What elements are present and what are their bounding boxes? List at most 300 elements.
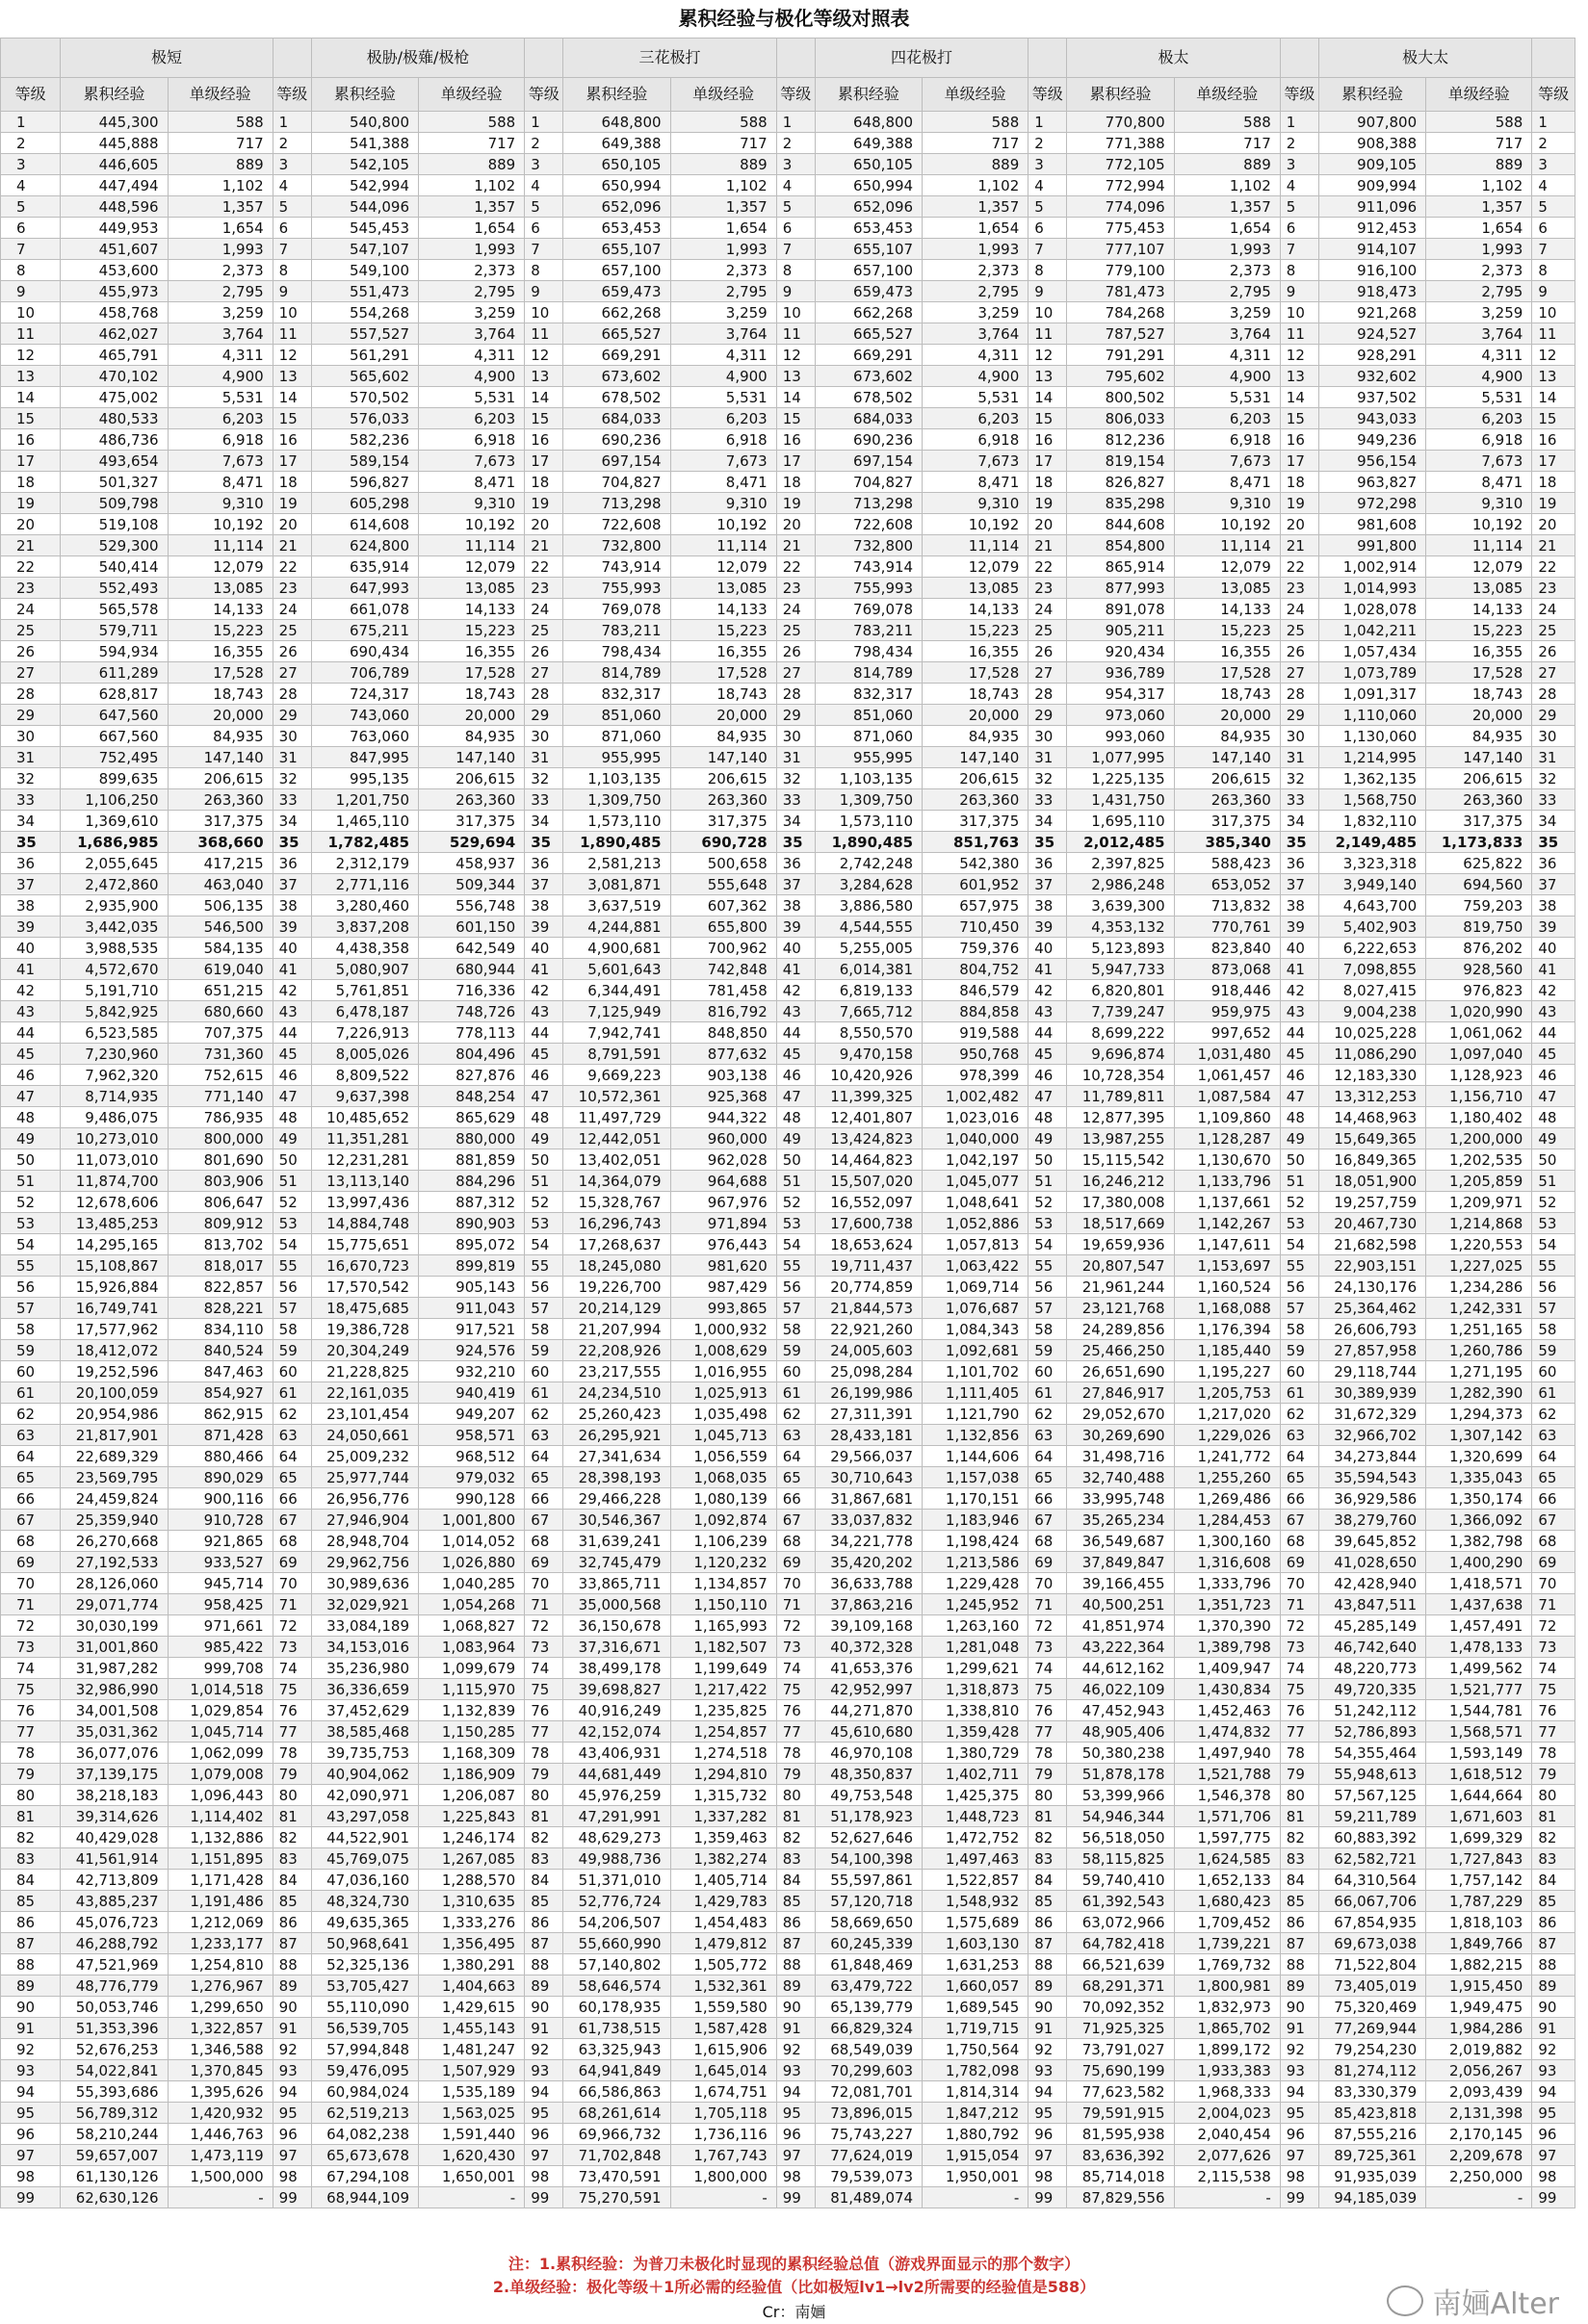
level-cell: 93 <box>1532 2060 1575 2081</box>
single-exp-cell: 1,040,000 <box>923 1128 1028 1149</box>
level-cell: 97 <box>1 2145 61 2166</box>
level-cell: 90 <box>1028 1997 1067 2018</box>
cumulative-exp-cell: 67,294,108 <box>311 2166 418 2187</box>
single-exp-cell: 10,192 <box>419 514 525 535</box>
cumulative-exp-cell: 22,161,035 <box>311 1382 418 1404</box>
cumulative-exp-cell: 22,689,329 <box>61 1446 168 1467</box>
table-row <box>1 1446 1575 1467</box>
single-exp-cell: 717 <box>1174 133 1280 154</box>
level-cell: 48 <box>1532 1107 1575 1128</box>
single-exp-cell: 4,311 <box>1174 345 1280 366</box>
cumulative-exp-cell: 565,602 <box>311 366 418 387</box>
level-cell: 97 <box>1532 2145 1575 2166</box>
level-cell: 23 <box>273 578 311 599</box>
level-cell: 23 <box>1280 578 1318 599</box>
cumulative-exp-cell: 706,789 <box>311 662 418 684</box>
cumulative-exp-cell: 1,890,485 <box>563 832 670 853</box>
single-exp-cell: 1,096,443 <box>168 1785 273 1806</box>
single-exp-cell: 17,528 <box>168 662 273 684</box>
cumulative-exp-cell: 75,270,591 <box>563 2187 670 2208</box>
cumulative-exp-cell: 21,207,994 <box>563 1319 670 1340</box>
level-cell: 44 <box>1 1022 61 1044</box>
cumulative-exp-cell: 11,086,290 <box>1318 1044 1425 1065</box>
level-cell: 82 <box>1 1827 61 1848</box>
level-cell: 81 <box>525 1806 563 1827</box>
cumulative-exp-cell: 12,442,051 <box>563 1128 670 1149</box>
level-cell: 57 <box>525 1298 563 1319</box>
single-exp-cell: 1,235,825 <box>670 1700 776 1721</box>
single-exp-cell: 1,800,981 <box>1174 1975 1280 1997</box>
cumulative-exp-cell: 43,847,511 <box>1318 1594 1425 1615</box>
cumulative-exp-cell: 774,096 <box>1067 196 1174 218</box>
single-exp-cell: 9,310 <box>168 493 273 514</box>
level-cell: 6 <box>1280 218 1318 239</box>
level-cell: 92 <box>1028 2039 1067 2060</box>
header-cumulative: 累积经验 <box>1318 78 1425 112</box>
single-exp-cell: 1,263,160 <box>923 1615 1028 1637</box>
level-cell: 74 <box>1280 1658 1318 1679</box>
cumulative-exp-cell: 55,110,090 <box>311 1997 418 2018</box>
single-exp-cell: 1,185,440 <box>1174 1340 1280 1361</box>
cumulative-exp-cell: 13,424,823 <box>815 1128 922 1149</box>
cumulative-exp-cell: 40,372,328 <box>815 1637 922 1658</box>
level-cell: 38 <box>1532 895 1575 917</box>
level-cell: 49 <box>1028 1128 1067 1149</box>
level-cell: 18 <box>1 472 61 493</box>
single-exp-cell: 1,234,286 <box>1426 1277 1532 1298</box>
level-cell: 46 <box>1028 1065 1067 1086</box>
level-cell: 50 <box>1532 1149 1575 1171</box>
level-cell: 37 <box>273 874 311 895</box>
cumulative-exp-cell: 775,453 <box>1067 218 1174 239</box>
cumulative-exp-cell: 655,107 <box>815 239 922 260</box>
single-exp-cell: 13,085 <box>1426 578 1532 599</box>
single-exp-cell: 1,200,000 <box>1426 1128 1532 1149</box>
level-cell: 41 <box>1280 959 1318 980</box>
single-exp-cell: 876,202 <box>1426 938 1532 959</box>
level-cell: 45 <box>1 1044 61 1065</box>
single-exp-cell: 1,063,422 <box>923 1255 1028 1277</box>
single-exp-cell: 5,531 <box>168 387 273 408</box>
cumulative-exp-cell: 661,078 <box>311 599 418 620</box>
cumulative-exp-cell: 541,388 <box>311 133 418 154</box>
cumulative-exp-cell: 28,126,060 <box>61 1573 168 1594</box>
single-exp-cell: 993,865 <box>670 1298 776 1319</box>
cumulative-exp-cell: 54,355,464 <box>1318 1743 1425 1764</box>
cumulative-exp-cell: 49,635,365 <box>311 1912 418 1933</box>
level-cell: 32 <box>1532 768 1575 789</box>
level-cell: 39 <box>1280 917 1318 938</box>
level-cell: 38 <box>273 895 311 917</box>
single-exp-cell: 3,764 <box>419 323 525 345</box>
cumulative-exp-cell: 5,191,710 <box>61 980 168 1001</box>
cumulative-exp-cell: 69,673,038 <box>1318 1933 1425 1954</box>
cumulative-exp-cell: 704,827 <box>563 472 670 493</box>
cumulative-exp-cell: 23,101,454 <box>311 1404 418 1425</box>
level-cell: 78 <box>1280 1743 1318 1764</box>
cumulative-exp-cell: 561,291 <box>311 345 418 366</box>
table-row <box>1 938 1575 959</box>
level-cell: 19 <box>525 493 563 514</box>
cumulative-exp-cell: 690,236 <box>563 429 670 451</box>
level-cell: 82 <box>1280 1827 1318 1848</box>
single-exp-cell: 2,250,000 <box>1426 2166 1532 2187</box>
level-cell: 41 <box>1532 959 1575 980</box>
level-cell: 98 <box>525 2166 563 2187</box>
cumulative-exp-cell: 58,210,244 <box>61 2124 168 2145</box>
level-cell: 71 <box>1532 1594 1575 1615</box>
single-exp-cell: 1,500,000 <box>168 2166 273 2187</box>
level-cell: 51 <box>1532 1171 1575 1192</box>
level-cell: 64 <box>1 1446 61 1467</box>
cumulative-exp-cell: 26,956,776 <box>311 1488 418 1510</box>
level-cell: 2 <box>1 133 61 154</box>
single-exp-cell: 1,949,475 <box>1426 1997 1532 2018</box>
level-cell: 59 <box>1532 1340 1575 1361</box>
cumulative-exp-cell: 690,434 <box>311 641 418 662</box>
level-cell: 2 <box>273 133 311 154</box>
cumulative-exp-cell: 7,942,741 <box>563 1022 670 1044</box>
cumulative-exp-cell: 52,776,724 <box>563 1891 670 1912</box>
cumulative-exp-cell: 722,608 <box>815 514 922 535</box>
cumulative-exp-cell: 48,905,406 <box>1067 1721 1174 1743</box>
level-cell: 32 <box>1028 768 1067 789</box>
level-cell: 21 <box>1532 535 1575 556</box>
single-exp-cell: 823,840 <box>1174 938 1280 959</box>
level-cell: 72 <box>1028 1615 1067 1637</box>
level-cell: 43 <box>273 1001 311 1022</box>
single-exp-cell: 1,507,929 <box>419 2060 525 2081</box>
level-cell: 68 <box>1028 1531 1067 1552</box>
level-cell: 31 <box>776 747 815 768</box>
single-exp-cell: 147,140 <box>168 747 273 768</box>
level-cell: 40 <box>273 938 311 959</box>
cumulative-exp-cell: 11,399,325 <box>815 1086 922 1107</box>
cumulative-exp-cell: 624,800 <box>311 535 418 556</box>
level-cell: 88 <box>1 1954 61 1975</box>
cumulative-exp-cell: 44,612,162 <box>1067 1658 1174 1679</box>
level-cell: 1 <box>1280 112 1318 133</box>
level-cell: 9 <box>273 281 311 302</box>
single-exp-cell: 716,336 <box>419 980 525 1001</box>
single-exp-cell: 884,296 <box>419 1171 525 1192</box>
single-exp-cell: 3,764 <box>1426 323 1532 345</box>
table-row <box>1 1552 1575 1573</box>
level-cell: 62 <box>1 1404 61 1425</box>
cumulative-exp-cell: 15,649,365 <box>1318 1128 1425 1149</box>
table-row <box>1 2081 1575 2103</box>
cumulative-exp-cell: 795,602 <box>1067 366 1174 387</box>
single-exp-cell: 759,376 <box>923 938 1028 959</box>
cumulative-exp-cell: 34,273,844 <box>1318 1446 1425 1467</box>
level-cell: 19 <box>1 493 61 514</box>
single-exp-cell: 1,437,638 <box>1426 1594 1532 1615</box>
single-exp-cell: 18,743 <box>923 684 1028 705</box>
single-exp-cell: 1,087,584 <box>1174 1086 1280 1107</box>
single-exp-cell: 890,029 <box>168 1467 273 1488</box>
header-single: 单级经验 <box>168 78 273 112</box>
level-cell: 97 <box>273 2145 311 2166</box>
single-exp-cell: 940,419 <box>419 1382 525 1404</box>
cumulative-exp-cell: 33,037,832 <box>815 1510 922 1531</box>
level-cell: 34 <box>1028 811 1067 832</box>
level-cell: 52 <box>1 1192 61 1213</box>
single-exp-cell: 1,351,723 <box>1174 1594 1280 1615</box>
single-exp-cell: 1,183,946 <box>923 1510 1028 1531</box>
level-cell: 34 <box>776 811 815 832</box>
cumulative-exp-cell: 56,539,705 <box>311 2018 418 2039</box>
table-row <box>1 1637 1575 1658</box>
single-exp-cell: 1,400,290 <box>1426 1552 1532 1573</box>
cumulative-exp-cell: 15,108,867 <box>61 1255 168 1277</box>
level-cell: 83 <box>1 1848 61 1870</box>
cumulative-exp-cell: 501,327 <box>61 472 168 493</box>
single-exp-cell: - <box>670 2187 776 2208</box>
table-row <box>1 1573 1575 1594</box>
single-exp-cell: 1,168,309 <box>419 1743 525 1764</box>
cumulative-exp-cell: 2,055,645 <box>61 853 168 874</box>
cumulative-exp-cell: 24,050,661 <box>311 1425 418 1446</box>
cumulative-exp-cell: 697,154 <box>815 451 922 472</box>
level-cell: 31 <box>1028 747 1067 768</box>
cumulative-exp-cell: 24,234,510 <box>563 1382 670 1404</box>
level-cell: 74 <box>1 1658 61 1679</box>
single-exp-cell: 1,993 <box>1174 239 1280 260</box>
cumulative-exp-cell: 43,406,931 <box>563 1743 670 1764</box>
cumulative-exp-cell: 68,944,109 <box>311 2187 418 2208</box>
level-cell: 82 <box>525 1827 563 1848</box>
level-cell: 23 <box>525 578 563 599</box>
level-cell: 15 <box>776 408 815 429</box>
level-cell: 77 <box>525 1721 563 1743</box>
cumulative-exp-cell: 2,771,116 <box>311 874 418 895</box>
single-exp-cell: 1,474,832 <box>1174 1721 1280 1743</box>
level-cell: 11 <box>525 323 563 345</box>
cumulative-exp-cell: 540,800 <box>311 112 418 133</box>
level-cell: 50 <box>776 1149 815 1171</box>
level-cell: 1 <box>1 112 61 133</box>
level-cell: 55 <box>1 1255 61 1277</box>
cumulative-exp-cell: 64,782,418 <box>1067 1933 1174 1954</box>
single-exp-cell: 1,544,781 <box>1426 1700 1532 1721</box>
single-exp-cell: 1,505,772 <box>670 1954 776 1975</box>
single-exp-cell: 1,338,810 <box>923 1700 1028 1721</box>
level-cell: 94 <box>1532 2081 1575 2103</box>
level-cell: 84 <box>1532 1870 1575 1891</box>
cumulative-exp-cell: 1,073,789 <box>1318 662 1425 684</box>
cumulative-exp-cell: 3,886,580 <box>815 895 922 917</box>
group-header: 极胁/极薙/极枪 <box>311 39 524 78</box>
cumulative-exp-cell: 806,033 <box>1067 408 1174 429</box>
level-cell: 77 <box>273 1721 311 1743</box>
level-cell: 4 <box>525 175 563 196</box>
cumulative-exp-cell: 87,829,556 <box>1067 2187 1174 2208</box>
single-exp-cell: 7,673 <box>670 451 776 472</box>
level-cell: 7 <box>1028 239 1067 260</box>
level-cell: 58 <box>776 1319 815 1340</box>
level-cell: 25 <box>1 620 61 641</box>
level-cell: 34 <box>273 811 311 832</box>
level-cell: 89 <box>525 1975 563 1997</box>
single-exp-cell: 1,134,857 <box>670 1573 776 1594</box>
level-cell: 98 <box>1 2166 61 2187</box>
table-row <box>1 133 1575 154</box>
cumulative-exp-cell: 1,782,485 <box>311 832 418 853</box>
table-row <box>1 2103 1575 2124</box>
level-cell: 20 <box>1028 514 1067 535</box>
level-cell: 3 <box>273 154 311 175</box>
single-exp-cell: 707,375 <box>168 1022 273 1044</box>
cumulative-exp-cell: 462,027 <box>61 323 168 345</box>
single-exp-cell: 2,795 <box>419 281 525 302</box>
single-exp-cell: 4,900 <box>168 366 273 387</box>
level-cell: 91 <box>1532 2018 1575 2039</box>
level-cell: 76 <box>1028 1700 1067 1721</box>
level-cell: 22 <box>273 556 311 578</box>
table-row <box>1 493 1575 514</box>
single-exp-cell: 949,207 <box>419 1404 525 1425</box>
header-single: 单级经验 <box>1426 78 1532 112</box>
level-cell: 92 <box>776 2039 815 2060</box>
cumulative-exp-cell: 66,521,639 <box>1067 1954 1174 1975</box>
single-exp-cell: 1,198,424 <box>923 1531 1028 1552</box>
single-exp-cell: 6,203 <box>1426 408 1532 429</box>
table-row <box>1 874 1575 895</box>
cumulative-exp-cell: 44,681,449 <box>563 1764 670 1785</box>
cumulative-exp-cell: 23,569,795 <box>61 1467 168 1488</box>
single-exp-cell: 976,823 <box>1426 980 1532 1001</box>
single-exp-cell: 1,521,788 <box>1174 1764 1280 1785</box>
table-row <box>1 620 1575 641</box>
level-cell: 33 <box>1 789 61 811</box>
cumulative-exp-cell: 669,291 <box>563 345 670 366</box>
single-exp-cell: 1,150,110 <box>670 1594 776 1615</box>
level-cell: 82 <box>776 1827 815 1848</box>
table-row <box>1 1615 1575 1637</box>
single-exp-cell: 731,360 <box>168 1044 273 1065</box>
level-cell: 2 <box>1532 133 1575 154</box>
level-cell: 83 <box>525 1848 563 1870</box>
single-exp-cell: 500,658 <box>670 853 776 874</box>
single-exp-cell: 1,300,160 <box>1174 1531 1280 1552</box>
cumulative-exp-cell: 29,071,774 <box>61 1594 168 1615</box>
single-exp-cell: 1,068,035 <box>670 1467 776 1488</box>
level-cell: 55 <box>273 1255 311 1277</box>
level-cell: 73 <box>776 1637 815 1658</box>
single-exp-cell: 651,215 <box>168 980 273 1001</box>
level-cell: 80 <box>525 1785 563 1806</box>
cumulative-exp-cell: 1,225,135 <box>1067 768 1174 789</box>
level-cell: 49 <box>1 1128 61 1149</box>
cumulative-exp-cell: 1,369,610 <box>61 811 168 832</box>
cumulative-exp-cell: 14,884,748 <box>311 1213 418 1234</box>
cumulative-exp-cell: 470,102 <box>61 366 168 387</box>
single-exp-cell: 6,203 <box>923 408 1028 429</box>
table-row <box>1 1912 1575 1933</box>
cumulative-exp-cell: 973,060 <box>1067 705 1174 726</box>
single-exp-cell: 1,102 <box>923 175 1028 196</box>
level-cell: 60 <box>1280 1361 1318 1382</box>
level-cell: 32 <box>525 768 563 789</box>
cumulative-exp-cell: 455,973 <box>61 281 168 302</box>
single-exp-cell: 1,832,973 <box>1174 1997 1280 2018</box>
single-exp-cell: 1,418,571 <box>1426 1573 1532 1594</box>
level-cell: 94 <box>1 2081 61 2103</box>
cumulative-exp-cell: 981,608 <box>1318 514 1425 535</box>
level-cell: 12 <box>1280 345 1318 366</box>
single-exp-cell: 964,688 <box>670 1171 776 1192</box>
cumulative-exp-cell: 26,270,668 <box>61 1531 168 1552</box>
table-row <box>1 218 1575 239</box>
table-row <box>1 1700 1575 1721</box>
level-cell: 79 <box>1 1764 61 1785</box>
level-cell: 59 <box>1 1340 61 1361</box>
single-exp-cell: 1,366,092 <box>1426 1510 1532 1531</box>
cumulative-exp-cell: 2,472,860 <box>61 874 168 895</box>
single-exp-cell: 1,736,116 <box>670 2124 776 2145</box>
cumulative-exp-cell: 916,100 <box>1318 260 1425 281</box>
single-exp-cell: 1,014,052 <box>419 1531 525 1552</box>
cumulative-exp-cell: 722,608 <box>563 514 670 535</box>
cumulative-exp-cell: 47,452,943 <box>1067 1700 1174 1721</box>
cumulative-exp-cell: 653,453 <box>563 218 670 239</box>
level-cell: 14 <box>1 387 61 408</box>
single-exp-cell: 1,128,287 <box>1174 1128 1280 1149</box>
single-exp-cell: 12,079 <box>923 556 1028 578</box>
header-blank <box>776 39 815 78</box>
single-exp-cell: 1,548,932 <box>923 1891 1028 1912</box>
single-exp-cell: 2,373 <box>1174 260 1280 281</box>
single-exp-cell: 1,402,711 <box>923 1764 1028 1785</box>
level-cell: 31 <box>1532 747 1575 768</box>
level-cell: 6 <box>1028 218 1067 239</box>
single-exp-cell: 1,429,783 <box>670 1891 776 1912</box>
cumulative-exp-cell: 58,669,650 <box>815 1912 922 1933</box>
level-cell: 6 <box>1 218 61 239</box>
level-cell: 99 <box>776 2187 815 2208</box>
table-row <box>1 429 1575 451</box>
header-blank <box>1280 39 1318 78</box>
cumulative-exp-cell: 1,214,995 <box>1318 747 1425 768</box>
level-cell: 4 <box>1028 175 1067 196</box>
level-cell: 42 <box>1532 980 1575 1001</box>
level-cell: 70 <box>1028 1573 1067 1594</box>
level-cell: 55 <box>525 1255 563 1277</box>
cumulative-exp-cell: 911,096 <box>1318 196 1425 218</box>
level-cell: 14 <box>776 387 815 408</box>
table-row <box>1 387 1575 408</box>
level-cell: 37 <box>1532 874 1575 895</box>
level-cell: 57 <box>776 1298 815 1319</box>
cumulative-exp-cell: 11,351,281 <box>311 1128 418 1149</box>
cumulative-exp-cell: 73,405,019 <box>1318 1975 1425 1997</box>
level-cell: 83 <box>776 1848 815 1870</box>
single-exp-cell: 18,743 <box>1174 684 1280 705</box>
level-cell: 15 <box>1280 408 1318 429</box>
level-cell: 31 <box>273 747 311 768</box>
single-exp-cell: 1,206,087 <box>419 1785 525 1806</box>
single-exp-cell: 1,620,430 <box>419 2145 525 2166</box>
level-cell: 56 <box>1028 1277 1067 1298</box>
single-exp-cell: 1,370,390 <box>1174 1615 1280 1637</box>
cumulative-exp-cell: 27,846,917 <box>1067 1382 1174 1404</box>
cumulative-exp-cell: 12,183,330 <box>1318 1065 1425 1086</box>
single-exp-cell: 317,375 <box>1426 811 1532 832</box>
level-cell: 8 <box>1 260 61 281</box>
level-cell: 42 <box>1028 980 1067 1001</box>
level-cell: 89 <box>1 1975 61 1997</box>
level-cell: 66 <box>1 1488 61 1510</box>
